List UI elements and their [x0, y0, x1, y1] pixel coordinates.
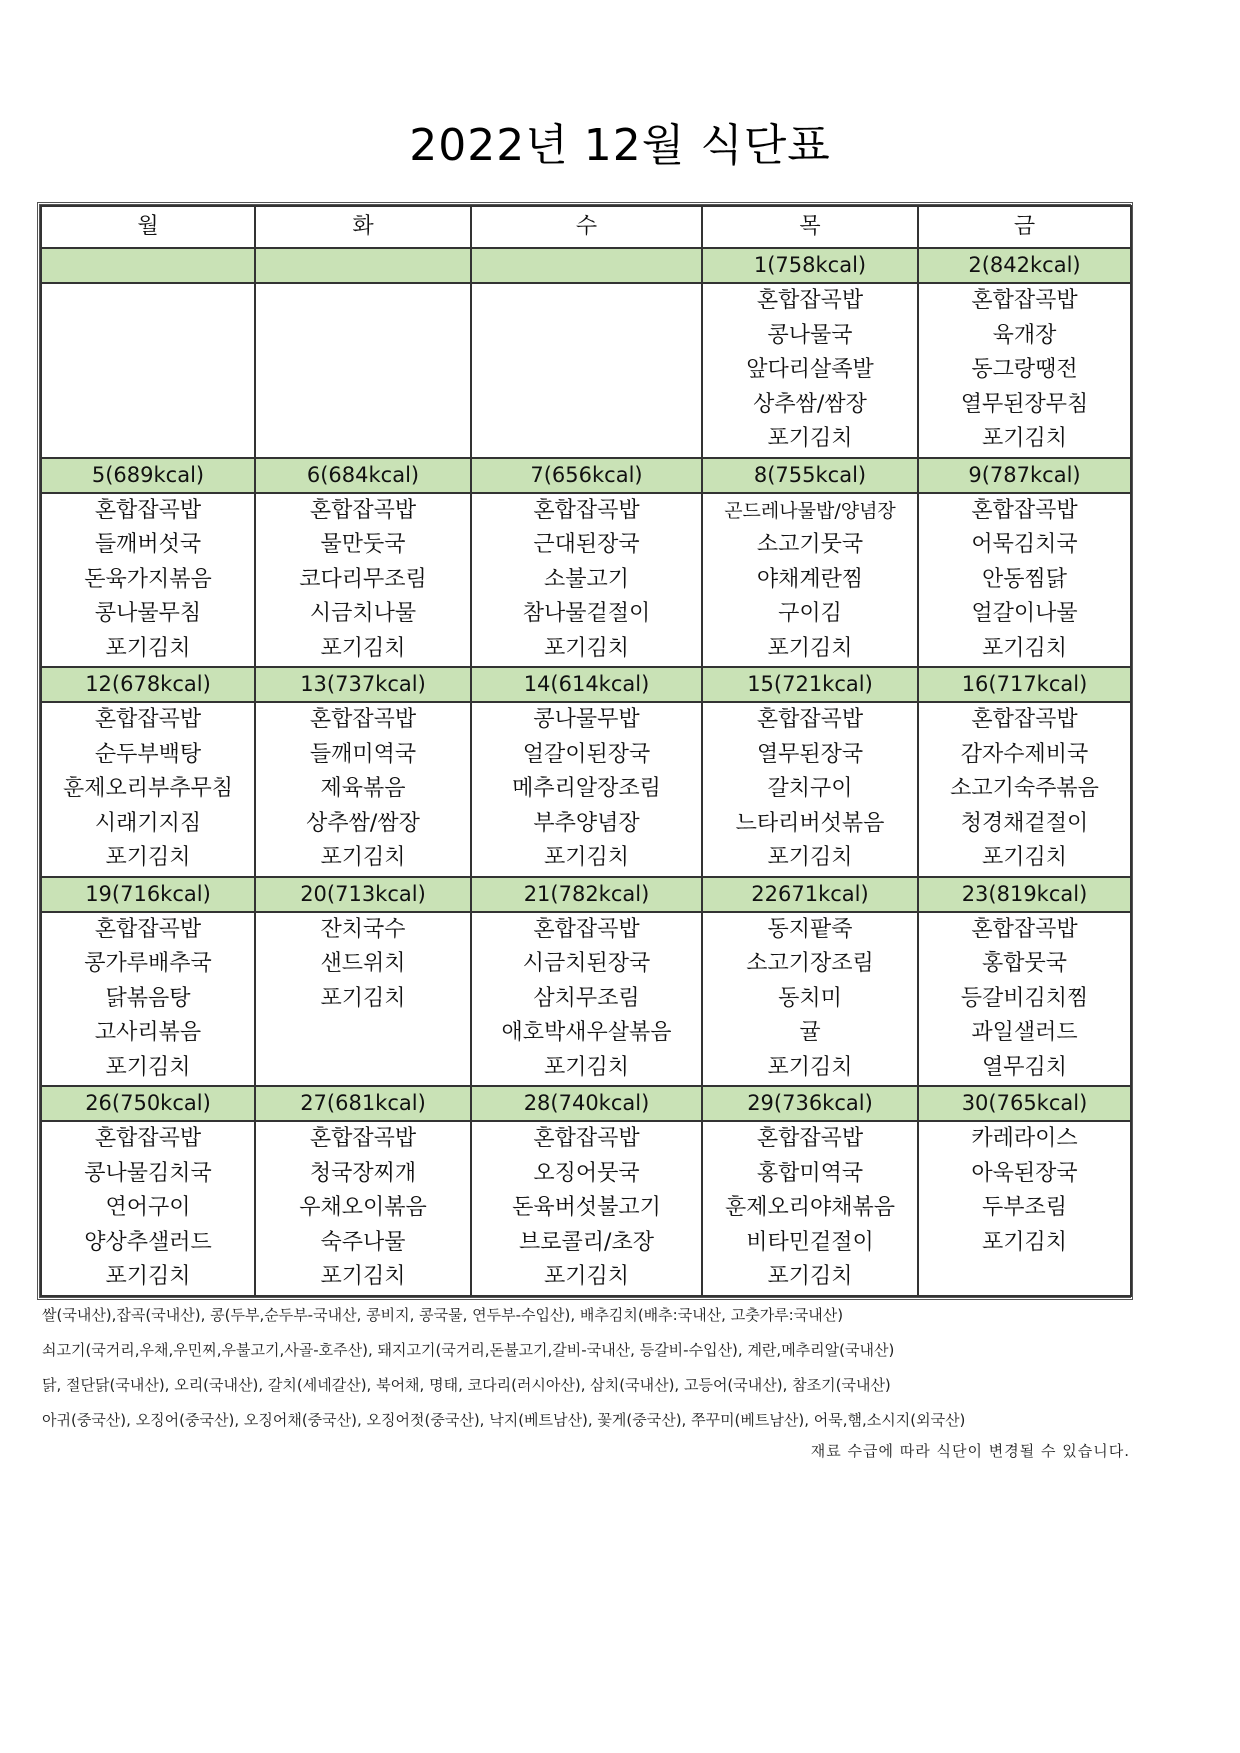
meal-cell [471, 912, 702, 1087]
dish-item: 애호박새우살볶음 [501, 1020, 672, 1045]
menu-change-notice: 재료 수급에 따라 식단이 변경될 수 있습니다. [810, 1442, 1130, 1460]
date-cell: 19(716kcal) [41, 877, 255, 912]
dish-item: 혼합잡곡밥 [756, 288, 864, 313]
meal-row [41, 283, 1131, 458]
dish-item: 포기김치 [767, 1264, 853, 1289]
meal-cell [41, 1121, 255, 1296]
menu-body [41, 248, 1131, 1296]
dish-item: 닭볶음탕 [105, 985, 191, 1011]
dish-item: 갈치구이 [767, 776, 853, 801]
dish-item: 얼갈이나물 [971, 601, 1078, 626]
dish-item: 부추양념장 [533, 810, 640, 836]
dish-item: 연어구이 [105, 1195, 191, 1220]
dish-item: 혼합잡곡밥 [309, 497, 417, 523]
meal-cell [918, 1121, 1131, 1296]
dish-item: 홍합뭇국 [981, 951, 1067, 976]
dish-item: 소고기장조림 [746, 951, 874, 976]
weekday-header: 금 [918, 206, 1131, 248]
dish-item: 콩나물국 [767, 322, 853, 348]
dish-item: 콩가루배추국 [84, 951, 212, 976]
dish-item: 포기김치 [543, 845, 629, 870]
dish-item: 물만둣국 [320, 532, 406, 557]
dish-item: 오징어뭇국 [533, 1160, 640, 1186]
dish-item: 청경채겉절이 [960, 810, 1089, 836]
meal-cell [471, 702, 702, 877]
date-cell: 5(689kcal) [41, 458, 255, 493]
dish-item: 브로콜리/초장 [519, 1229, 654, 1255]
dish-item: 포기김치 [767, 426, 853, 451]
dish-item: 우채오이볶음 [299, 1195, 427, 1220]
dish-item: 포기김치 [543, 1054, 629, 1080]
meal-cell [918, 912, 1131, 1087]
date-row [41, 458, 1131, 493]
dish-item: 샌드위치 [320, 951, 406, 976]
dish-item: 포기김치 [105, 635, 191, 661]
dish-item: 혼합잡곡밥 [533, 916, 640, 942]
dish-item: 두부조림 [981, 1195, 1067, 1220]
weekday-header: 월 [41, 206, 255, 248]
dish-item: 동지팥죽 [767, 916, 853, 942]
dish-item: 훈제오리부추무침 [62, 776, 234, 801]
origin-notes [42, 1298, 1142, 1438]
dish-item: 포기김치 [320, 1264, 406, 1289]
origin-note-line: 쇠고기(국거리,우채,우민찌,우불고기,사골-호주산), 돼지고기(국거리,돈불고기,갈비-국내산, 등갈비-수입산), 계란,메추리알(국내산) [42, 1341, 895, 1359]
date-row [41, 877, 1131, 912]
dish-item: 포기김치 [767, 1054, 853, 1080]
dish-item: 포기김치 [981, 845, 1067, 870]
dish-item: 어묵김치국 [971, 532, 1078, 557]
dish-item: 열무된장국 [756, 741, 864, 767]
meal-cell [918, 283, 1131, 458]
meal-row [41, 912, 1131, 1087]
date-cell: 8(755kcal) [702, 458, 918, 493]
date-cell: 29(736kcal) [702, 1086, 918, 1121]
dish-item: 소고기숙주볶음 [950, 776, 1099, 801]
meal-row [41, 1121, 1131, 1296]
weekday-header-row [41, 206, 1131, 248]
weekday-header: 화 [255, 206, 471, 248]
meal-cell [702, 1121, 918, 1296]
dish-item: 혼합잡곡밥 [94, 1126, 202, 1151]
dish-item: 고사리볶음 [94, 1020, 202, 1045]
dish-item: 시금치나물 [309, 601, 417, 626]
date-cell [41, 248, 255, 283]
date-row [41, 248, 1131, 283]
dish-item: 포기김치 [543, 635, 629, 661]
dish-item: 비타민겉절이 [746, 1229, 874, 1255]
dish-item: 포기김치 [105, 845, 191, 870]
dish-item: 혼합잡곡밥 [94, 707, 202, 732]
date-cell: 7(656kcal) [471, 458, 702, 493]
date-row [41, 667, 1131, 702]
dish-item: 콩나물무밥 [533, 707, 640, 732]
dish-item: 포기김치 [543, 1264, 629, 1289]
meal-cell [255, 493, 471, 668]
dish-item: 포기김치 [767, 635, 853, 661]
dish-item: 혼합잡곡밥 [94, 916, 202, 942]
dish-item: 포기김치 [105, 1264, 191, 1289]
origin-note-line: 아귀(중국산), 오징어(중국산), 오징어채(중국산), 오징어젓(중국산), 낙지(베트남산), 꽃게(중국산), 쭈꾸미(베트남산), 어묵,햄,소시지(외국산) [42, 1411, 966, 1429]
dish-item: 혼합잡곡밥 [533, 497, 640, 523]
dish-item: 참나물겉절이 [522, 601, 651, 626]
dish-item: 상추쌈/쌈장 [306, 810, 420, 836]
origin-note-line: 쌀(국내산),잡곡(국내산), 콩(두부,순두부-국내산, 콩비지, 콩국물, 연두부-수입산), 배추김치(배추:국내산, 고춧가루:국내산) [42, 1306, 844, 1324]
dish-item: 훈제오리야채볶음 [724, 1195, 896, 1220]
dish-item: 등갈비김치찜 [960, 985, 1089, 1011]
dish-item: 들깨미역국 [309, 741, 417, 767]
date-cell: 16(717kcal) [918, 667, 1131, 702]
dish-item: 포기김치 [981, 635, 1067, 661]
dish-item: 소불고기 [543, 566, 629, 592]
dish-item: 구이김 [778, 601, 842, 626]
date-cell: 12(678kcal) [41, 667, 255, 702]
date-cell: 21(782kcal) [471, 877, 702, 912]
dish-item: 야채계란찜 [756, 566, 864, 592]
meal-cell [471, 1121, 702, 1296]
dish-item: 양상추샐러드 [84, 1229, 212, 1255]
meal-cell [702, 493, 918, 668]
dish-item: 포기김치 [981, 426, 1067, 451]
dish-item: 포기김치 [767, 845, 853, 870]
dish-item: 포기김치 [981, 1229, 1067, 1255]
date-cell: 14(614kcal) [471, 667, 702, 702]
dish-item: 잔치국수 [320, 916, 406, 942]
dish-item: 포기김치 [320, 845, 406, 870]
dish-item: 혼합잡곡밥 [971, 916, 1078, 942]
meal-cell [41, 493, 255, 668]
dish-item: 포기김치 [105, 1054, 191, 1080]
dish-item: 느타리버섯볶음 [735, 810, 885, 836]
date-cell: 20(713kcal) [255, 877, 471, 912]
menu-table-frame [37, 202, 1133, 1300]
date-cell: 28(740kcal) [471, 1086, 702, 1121]
meal-cell [255, 912, 471, 1087]
dish-item: 열무김치 [981, 1054, 1067, 1080]
date-row [41, 1086, 1131, 1121]
dish-item: 동그랑땡전 [971, 357, 1078, 382]
dish-item: 혼합잡곡밥 [971, 288, 1078, 313]
weekday-header: 목 [702, 206, 918, 248]
date-cell: 1(758kcal) [702, 248, 918, 283]
dish-item: 혼합잡곡밥 [756, 707, 864, 732]
dish-item: 과일샐러드 [971, 1020, 1078, 1045]
dish-item: 들깨버섯국 [94, 532, 202, 557]
date-cell [255, 248, 471, 283]
dish-item: 앞다리살족발 [746, 357, 874, 382]
date-cell [471, 248, 702, 283]
meal-cell [255, 702, 471, 877]
meal-cell [41, 283, 255, 458]
dish-item: 혼합잡곡밥 [533, 1126, 640, 1151]
dish-item: 삼치무조림 [533, 985, 640, 1011]
dish-item: 귤 [799, 1020, 821, 1045]
meal-cell [702, 283, 918, 458]
weekday-header: 수 [471, 206, 702, 248]
meal-cell [471, 493, 702, 668]
dish-item: 육개장 [992, 322, 1057, 348]
dish-item: 제육볶음 [320, 776, 406, 801]
date-cell: 30(765kcal) [918, 1086, 1131, 1121]
dish-item: 근대된장국 [533, 532, 640, 557]
meal-cell [471, 283, 702, 458]
dish-item: 곤드레나물밥/양념장 [724, 499, 896, 522]
dish-item: 시래기지짐 [94, 810, 202, 836]
meal-cell [41, 702, 255, 877]
dish-item: 얼갈이된장국 [522, 741, 651, 767]
dish-item: 돈육버섯불고기 [512, 1195, 661, 1220]
dish-item: 감자수제비국 [960, 741, 1089, 767]
dish-item: 메추리알장조림 [512, 776, 661, 801]
meal-cell [255, 1121, 471, 1296]
date-cell: 6(684kcal) [255, 458, 471, 493]
dish-item: 숙주나물 [320, 1229, 406, 1255]
meal-cell [918, 702, 1131, 877]
dish-item: 코다리무조림 [299, 566, 427, 592]
meal-cell [41, 912, 255, 1087]
dish-item: 혼합잡곡밥 [971, 497, 1078, 523]
date-cell: 27(681kcal) [255, 1086, 471, 1121]
dish-item: 상추쌈/쌈장 [753, 391, 867, 417]
dish-item: 청국장찌개 [309, 1160, 417, 1186]
dish-item: 안동찜닭 [981, 566, 1067, 592]
origin-note-line: 닭, 절단닭(국내산), 오리(국내산), 갈치(세네갈산), 북어채, 명태, 코다리(러시아산), 삼치(국내산), 고등어(국내산), 참조기(국내산) [42, 1376, 891, 1394]
dish-item: 혼합잡곡밥 [309, 707, 417, 732]
dish-item: 포기김치 [320, 635, 406, 661]
date-cell: 13(737kcal) [255, 667, 471, 702]
dish-item: 순두부백탕 [94, 741, 202, 767]
dish-item: 혼합잡곡밥 [309, 1126, 417, 1151]
date-cell: 22671kcal) [702, 877, 918, 912]
dish-item: 혼합잡곡밥 [94, 497, 202, 523]
dish-item: 홍합미역국 [756, 1160, 864, 1186]
dish-item: 콩나물무침 [94, 601, 202, 626]
date-cell: 23(819kcal) [918, 877, 1131, 912]
date-cell: 9(787kcal) [918, 458, 1131, 493]
dish-item: 동치미 [778, 985, 842, 1011]
dish-item: 아욱된장국 [971, 1160, 1078, 1186]
dish-item: 혼합잡곡밥 [756, 1126, 864, 1151]
menu-table [40, 205, 1132, 1297]
dish-item: 소고기뭇국 [756, 532, 864, 557]
page-title: 2022년 12월 식단표 [409, 120, 831, 171]
meal-cell [918, 493, 1131, 668]
dish-item: 시금치된장국 [522, 951, 651, 976]
date-cell: 26(750kcal) [41, 1086, 255, 1121]
meal-cell [255, 283, 471, 458]
dish-item: 열무된장무침 [960, 391, 1089, 417]
date-cell: 15(721kcal) [702, 667, 918, 702]
dish-item: 카레라이스 [971, 1126, 1078, 1151]
meal-cell [702, 702, 918, 877]
meal-row [41, 702, 1131, 877]
date-cell: 2(842kcal) [918, 248, 1131, 283]
dish-item: 돈육가지볶음 [84, 566, 212, 592]
dish-item: 혼합잡곡밥 [971, 707, 1078, 732]
dish-item: 콩나물김치국 [84, 1160, 212, 1186]
meal-row [41, 493, 1131, 668]
dish-item: 포기김치 [320, 985, 406, 1011]
meal-cell [702, 912, 918, 1087]
